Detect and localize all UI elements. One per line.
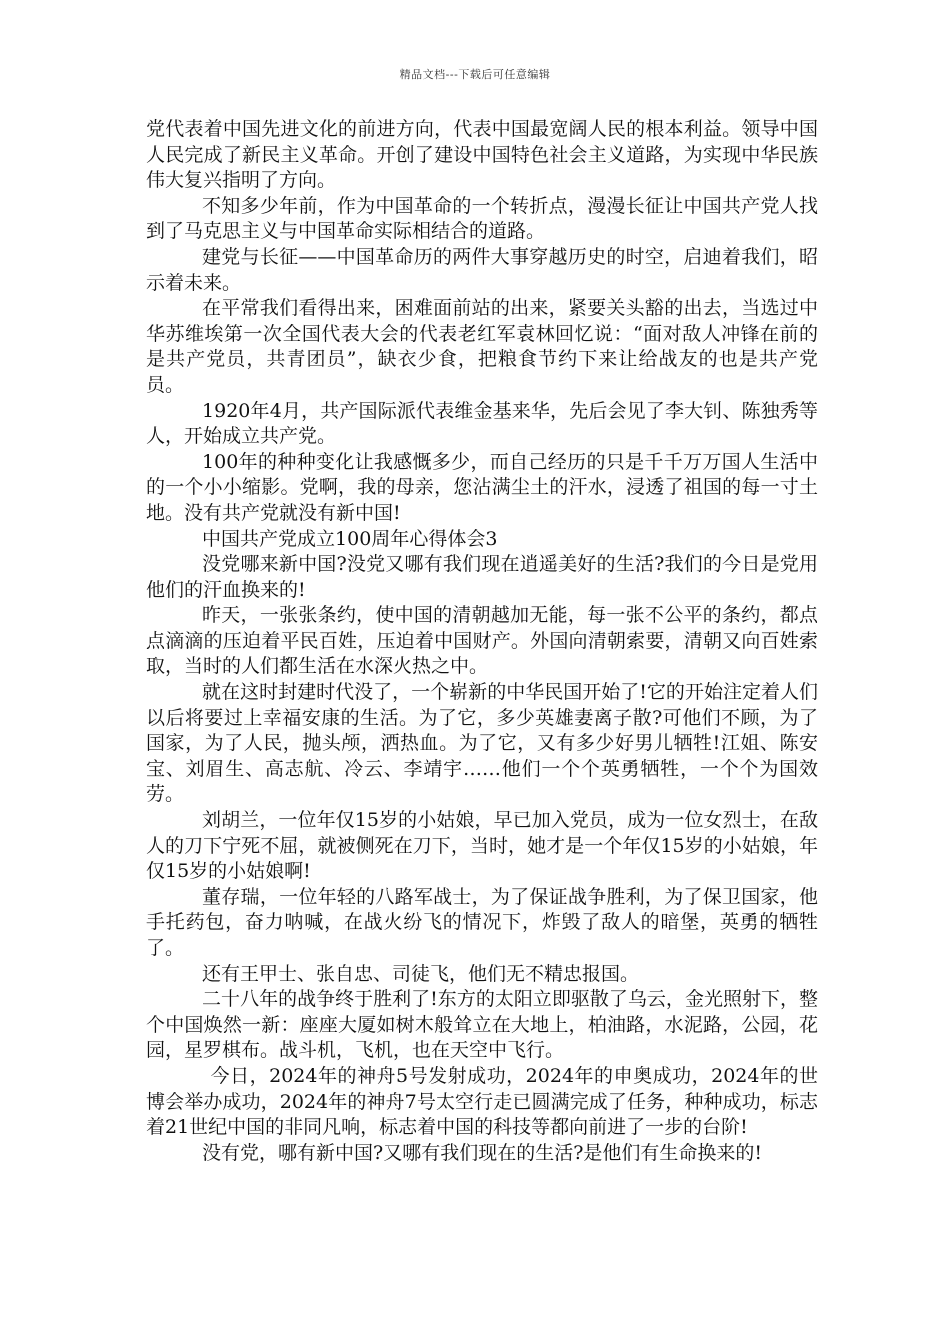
paragraph-15: 没有党，哪有新中国?又哪有我们现在的生活?是他们有生命换来的! — [202, 1141, 763, 1164]
paragraph-9: 就在这时封建时代没了，一个崭新的中华民国开始了!它的开始注定着人们以后将要过上幸福安康的生活。为了它，多少英雄妻离子散?可他们不顾，为了国家，为了人民，抛头颅，洒热血。为了它，又有多少好男儿牺牲!江姐、陈安宝、刘眉生、高志航、冷云、李靖宇……他们一个个英勇牺牲，一个个为国效劳。 — [146, 681, 818, 806]
paragraph-5: 1920年4月，共产国际派代表维金基来华，先后会见了李大钊、陈独秀等人，开始成立共产党。 — [146, 399, 818, 448]
page-header: 精品文档---下载后可任意编辑 — [399, 68, 551, 81]
paragraph-14: 今日，2024年的神舟5号发射成功，2024年的申奥成功，2024年的世博会举办成功，2024年的神舟7号太空行走已圆满完成了任务，种种成功，标志着21世纪中国的非同凡响，标志着中国的科技等都向前进了一步的台阶! — [146, 1064, 818, 1139]
paragraph-11: 董存瑞，一位年轻的八路军战士，为了保证战争胜利，为了保卫国家，他手托药包，奋力呐喊，在战火纷飞的情况下，炸毁了敌人的暗堡，英勇的牺牲了。 — [146, 885, 818, 959]
paragraph-12: 还有王甲士、张自忠、司徒飞，他们无不精忠报国。 — [202, 962, 640, 985]
paragraph-6: 100年的种种变化让我感慨多少，而自己经历的只是千千万万国人生活中的一个小小缩影。党啊，我的母亲，您沾满尘土的汗水，浸透了祖国的每一寸土地。没有共产党就没有新中国! — [146, 450, 818, 524]
paragraph-4: 在平常我们看得出来，困难面前站的出来，紧要关头豁的出去，当选过中华苏维埃第一次全国代表大会的代表老红军袁林回忆说：“面对敌人冲锋在前的是共产党员，共青团员”，缺衣少食，把粮食节约下来让给战友的也是共产党员。 — [146, 297, 818, 396]
paragraph-3: 建党与长征——中国革命历的两件大事穿越历史的时空，启迪着我们，昭示着未来。 — [146, 245, 818, 294]
paragraph-10: 刘胡兰，一位年仅15岁的小姑娘，早已加入党员，成为一位女烈士，在敌人的刀下宁死不屈，就被侧死在刀下，当时，她才是一个年仅15岁的小姑娘，年仅15岁的小姑娘啊! — [146, 809, 818, 883]
section-heading: 中国共产党成立100周年心得体会3 — [202, 527, 498, 550]
paragraph-13: 二十八年的战争终于胜利了!东方的太阳立即驱散了乌云，金光照射下，整个中国焕然一新：座座大厦如树木般耸立在大地上，柏油路，水泥路，公园，花园，星罗棋布。战斗机，飞机，也在天空中飞行。 — [146, 988, 818, 1062]
paragraph-8: 昨天，一张张条约，使中国的清朝越加无能，每一张不公平的条约，都点点滴滴的压迫着平民百姓，压迫着中国财产。外国向清朝索要，清朝又向百姓索取，当时的人们都生活在水深火热之中。 — [146, 604, 818, 678]
paragraph-1: 党代表着中国先进文化的前进方向，代表中国最宽阔人民的根本利益。领导中国人民完成了新民主义革命。开创了建设中国特色社会主义道路，为实现中华民族伟大复兴指明了方向。 — [146, 118, 818, 192]
paragraph-7: 没党哪来新中国?没党又哪有我们现在逍遥美好的生活?我们的今日是党用他们的汗血换来的! — [146, 553, 818, 601]
paragraph-2: 不知多少年前，作为中国革命的一个转折点，漫漫长征让中国共产党人找到了马克思主义与中国革命实际相结合的道路。 — [146, 194, 818, 243]
document-body — [146, 117, 818, 1166]
